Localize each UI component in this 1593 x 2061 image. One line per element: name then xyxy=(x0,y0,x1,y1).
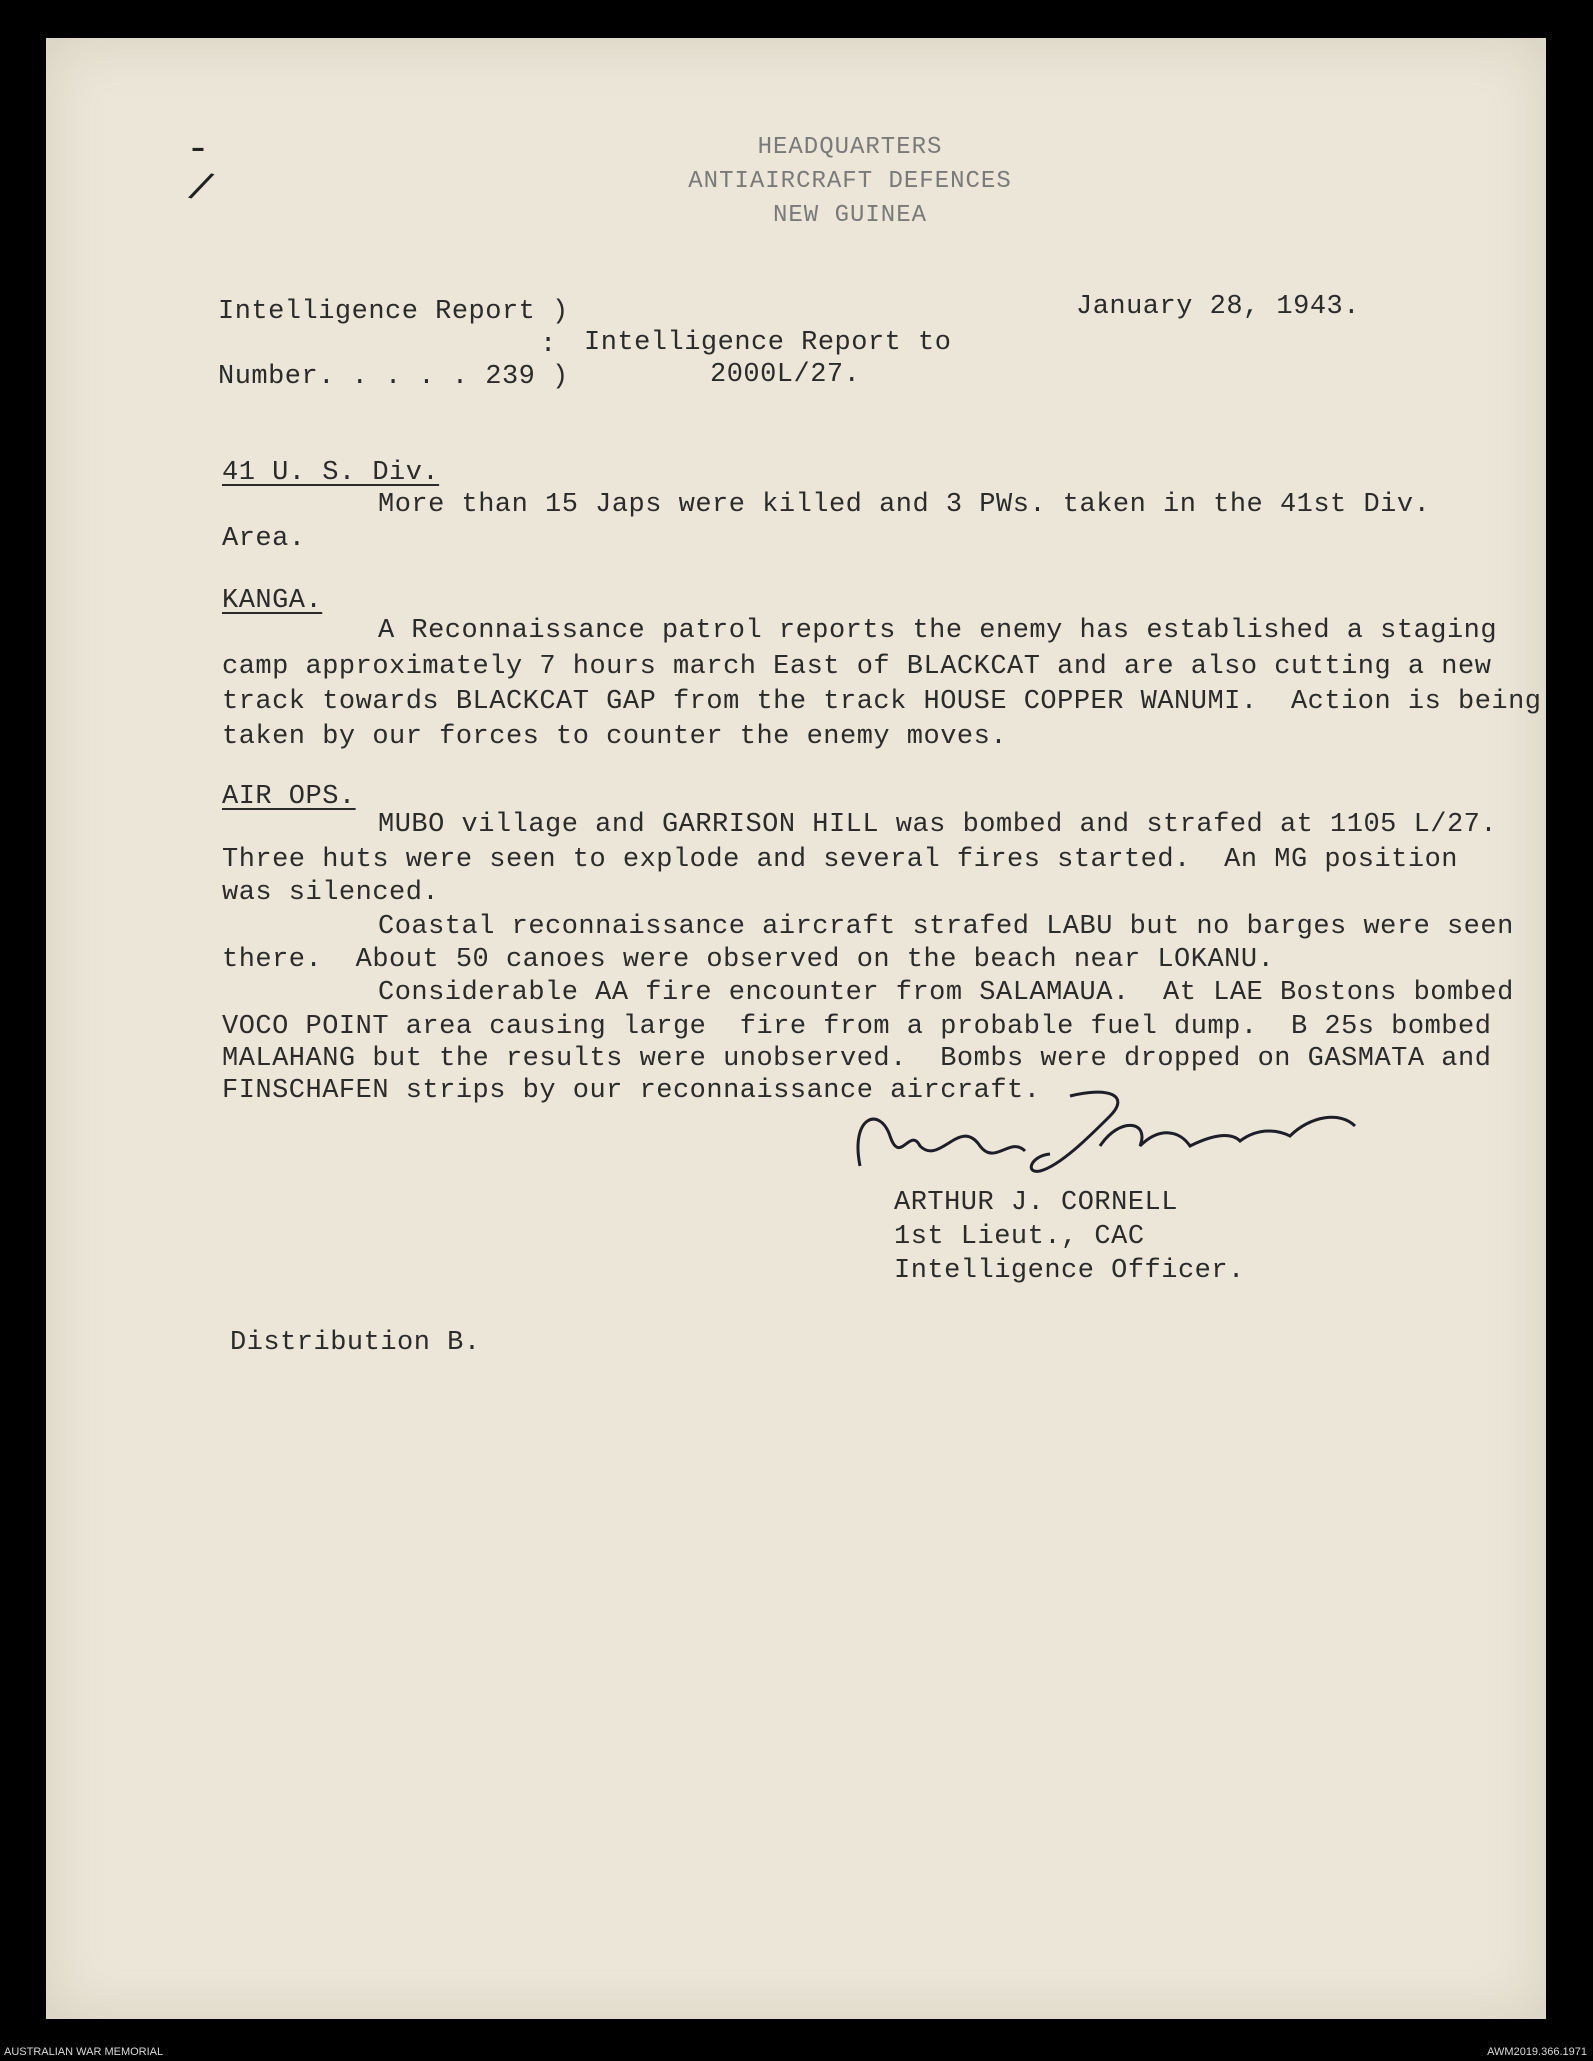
section-line: More than 15 Japs were killed and 3 PWs. taken in the 41st Div. xyxy=(378,490,1431,520)
signature-rank: 1st Lieut., CAC xyxy=(894,1222,1145,1252)
section-line: Three huts were seen to explode and several fires started. An MG position xyxy=(222,845,1458,875)
section-heading: AIR OPS. xyxy=(222,782,356,812)
section-line: FINSCHAFEN strips by our reconnaissance aircraft. xyxy=(222,1076,1041,1106)
handwritten-signature xyxy=(810,1076,1370,1186)
letterhead-line-3: NEW GUINEA xyxy=(772,202,928,229)
section-heading: KANGA. xyxy=(222,586,323,616)
letterhead-line-2: ANTIAIRCRAFT DEFENCES xyxy=(688,168,1012,195)
section-line: there. About 50 canoes were observed on the beach near LOKANU. xyxy=(222,945,1275,975)
section-line: Coastal reconnaissance aircraft strafed LABU but no barges were seen xyxy=(378,912,1514,942)
distribution-line: Distribution B. xyxy=(230,1328,481,1358)
footer-institution: AUSTRALIAN WAR MEMORIAL xyxy=(4,2046,164,2058)
report-colon: : xyxy=(540,330,557,360)
section-line: MALAHANG but the results were unobserved. Bombs were dropped on GASMATA and xyxy=(222,1044,1492,1074)
margin-dash-mark: - xyxy=(186,128,211,173)
section-line: camp approximately 7 hours march East of BLACKCAT and are also cutting a new xyxy=(222,652,1492,682)
report-date: January 28, 1943. xyxy=(1076,292,1360,322)
report-reference-number: 2000L/27. xyxy=(710,360,861,390)
section-line: Considerable AA fire encounter from SALAMAUA. At LAE Bostons bombed xyxy=(378,978,1514,1008)
section-heading: 41 U. S. Div. xyxy=(222,458,440,488)
letterhead-line-1: HEADQUARTERS xyxy=(757,134,943,161)
margin-slash-mark: / xyxy=(182,165,218,216)
section-line: MUBO village and GARRISON HILL was bombed and strafed at 1105 L/27. xyxy=(378,810,1498,840)
signature-name: ARTHUR J. CORNELL xyxy=(894,1188,1178,1218)
report-number: Number. . . . . 239 ) xyxy=(218,362,569,392)
signature-title: Intelligence Officer. xyxy=(894,1256,1245,1286)
section-line: track towards BLACKCAT GAP from the track HOUSE COPPER WANUMI. Action is being xyxy=(222,687,1542,717)
section-line: Area. xyxy=(222,524,306,554)
footer-catalogue-id: AWM2019.366.1971 xyxy=(1487,2046,1587,2058)
report-reference: Intelligence Report to xyxy=(584,328,952,358)
section-line: A Reconnaissance patrol reports the enemy has established a staging xyxy=(378,616,1498,646)
section-line: was silenced. xyxy=(222,878,440,908)
report-label: Intelligence Report ) xyxy=(218,297,569,327)
section-line: taken by our forces to counter the enemy moves. xyxy=(222,722,1008,752)
section-line: VOCO POINT area causing large fire from a probable fuel dump. B 25s bombed xyxy=(222,1012,1492,1042)
